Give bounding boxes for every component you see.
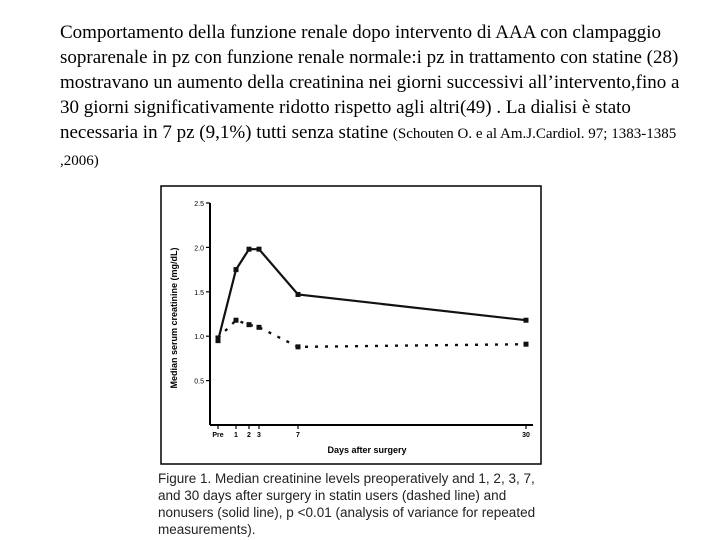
y-tick-label: 1.5 xyxy=(194,289,204,297)
y-tick-label: 0.5 xyxy=(194,378,204,386)
nonusers-data-point xyxy=(257,247,262,252)
x-tick-label: Pre xyxy=(212,432,224,439)
y-tick-label: 1.0 xyxy=(194,334,204,342)
chart-frame xyxy=(161,186,541,464)
statin-users-data-point xyxy=(234,318,239,323)
statin-users-data-point xyxy=(216,335,221,340)
citation-text: (Schouten O. e al Am.J.Cardiol. 97; 1383-1385 ,2006) xyxy=(60,126,677,169)
statin-users-data-point xyxy=(524,342,529,347)
nonusers-data-point xyxy=(234,267,239,272)
statin-users-data-point xyxy=(257,325,262,330)
nonusers-data-point xyxy=(524,318,529,323)
nonusers-data-point xyxy=(296,292,301,297)
x-tick-label: 30 xyxy=(522,432,530,439)
creatinine-line-chart xyxy=(155,183,545,468)
x-axis-label: Days after surgery xyxy=(327,445,407,455)
x-tick-label: 7 xyxy=(296,432,300,439)
nonusers-data-point xyxy=(247,247,252,252)
figure-panel xyxy=(155,183,545,473)
slide-paragraph xyxy=(60,20,700,174)
x-tick-label: 2 xyxy=(247,432,251,439)
figure-caption: Figure 1. Median creatinine levels preoperatively and 1, 2, 3, 7, and 30 days after surgery in statin users (dashed line) and nonusers (solid line), p <0.01 (analysis of variance for repeated measurements). xyxy=(158,471,536,537)
x-tick-label: 3 xyxy=(257,432,261,439)
y-tick-label: 2.5 xyxy=(194,201,204,208)
slide-body-text: Comportamento della funzione renale dopo intervento di AAA con clampaggio soprarenale in pz con funzione renale normale:i pz in trattamento con statine (28) mostravano un aumento della creatinina nei giorni successivi all’intervento,fino a 30 giorni significativamente ridotto rispetto agli altri(49) . La dialisi è stato necessaria in 7 pz (9,1%) tutti senza statine xyxy=(60,22,680,143)
statin-users-data-point xyxy=(247,322,252,327)
y-tick-label: 2.0 xyxy=(194,245,204,253)
x-tick-label: 1 xyxy=(234,432,238,439)
statin-users-data-point xyxy=(296,344,301,349)
y-axis-label: Median serum creatinine (mg/dL) xyxy=(169,247,179,389)
